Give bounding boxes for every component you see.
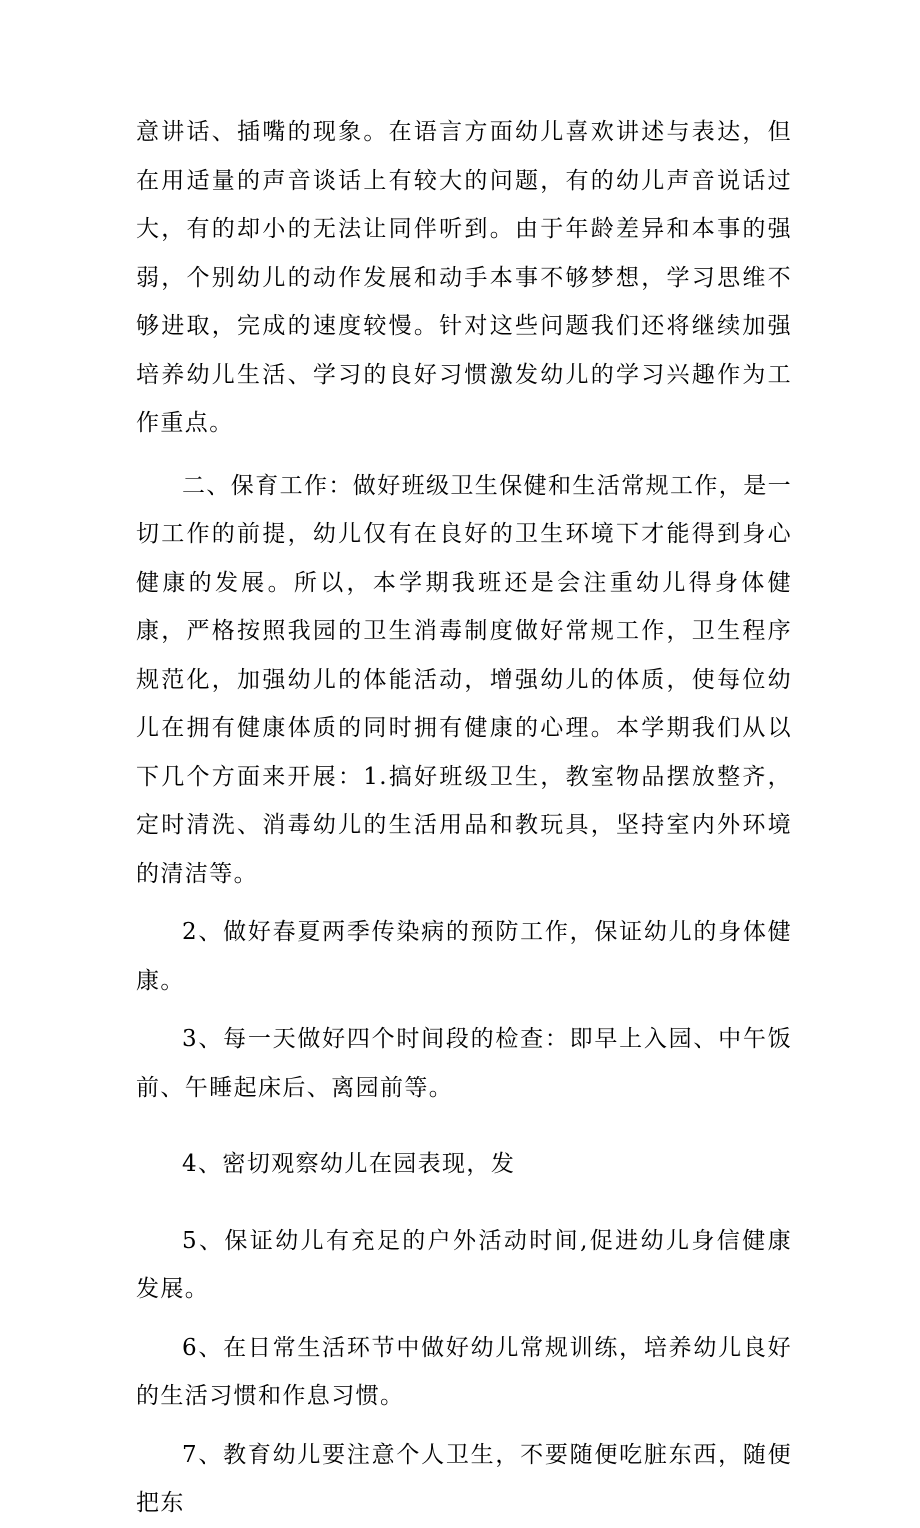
paragraph-continuation: 意讲话、插嘴的现象。在语言方面幼儿喜欢讲述与表达，但在用适量的声音谈话上有较大的问题，有的幼儿声音说话过大，有的却小的无法让同伴听到。由于年龄差异和本事的强弱，个别幼儿的动作发展和动手本事不够梦想，学习思维不够进取，完成的速度较慢。针对这些问题我们还将继续加强培养幼儿生活、学习的良好习惯激发幼儿的学习兴趣作为工作重点。 [136, 119, 792, 436]
paragraph-childcare-work: 二、保育工作：做好班级卫生保健和生活常规工作，是一切工作的前提，幼儿仅有在良好的卫生环境下才能得到身心健康的发展。所以，本学期我班还是会注重幼儿得身体健康，严格按照我园的卫生消毒制度做好常规工作，卫生程序规范化，加强幼儿的体能活动，增强幼儿的体质，使每位幼儿在拥有健康体质的同时拥有健康的心理。本学期我们从以下几个方面来开展：1.搞好班级卫生，教室物品摆放整齐，定时清洗、消毒幼儿的生活用品和教玩具，坚持室内外环境的清洁等。 [136, 472, 792, 887]
list-item-6: 6、在日常生活环节中做好幼儿常规训练，培养幼儿良好的生活习惯和作息习惯。 [136, 1334, 792, 1409]
list-item-4: 4、密切观察幼儿在园表现，发 [182, 1151, 516, 1177]
list-item-2: 2、做好春夏两季传染病的预防工作，保证幼儿的身体健康。 [136, 919, 792, 994]
list-item-5: 5、保证幼儿有充足的户外活动时间,促进幼儿身信健康发展。 [136, 1227, 792, 1302]
list-item-3: 3、每一天做好四个时间段的检查：即早上入园、中午饭前、午睡起床后、离园前等。 [136, 1026, 792, 1101]
document-body [136, 108, 792, 1528]
list-item-7: 7、教育幼儿要注意个人卫生，不要随便吃脏东西，随便把东 [136, 1441, 792, 1516]
